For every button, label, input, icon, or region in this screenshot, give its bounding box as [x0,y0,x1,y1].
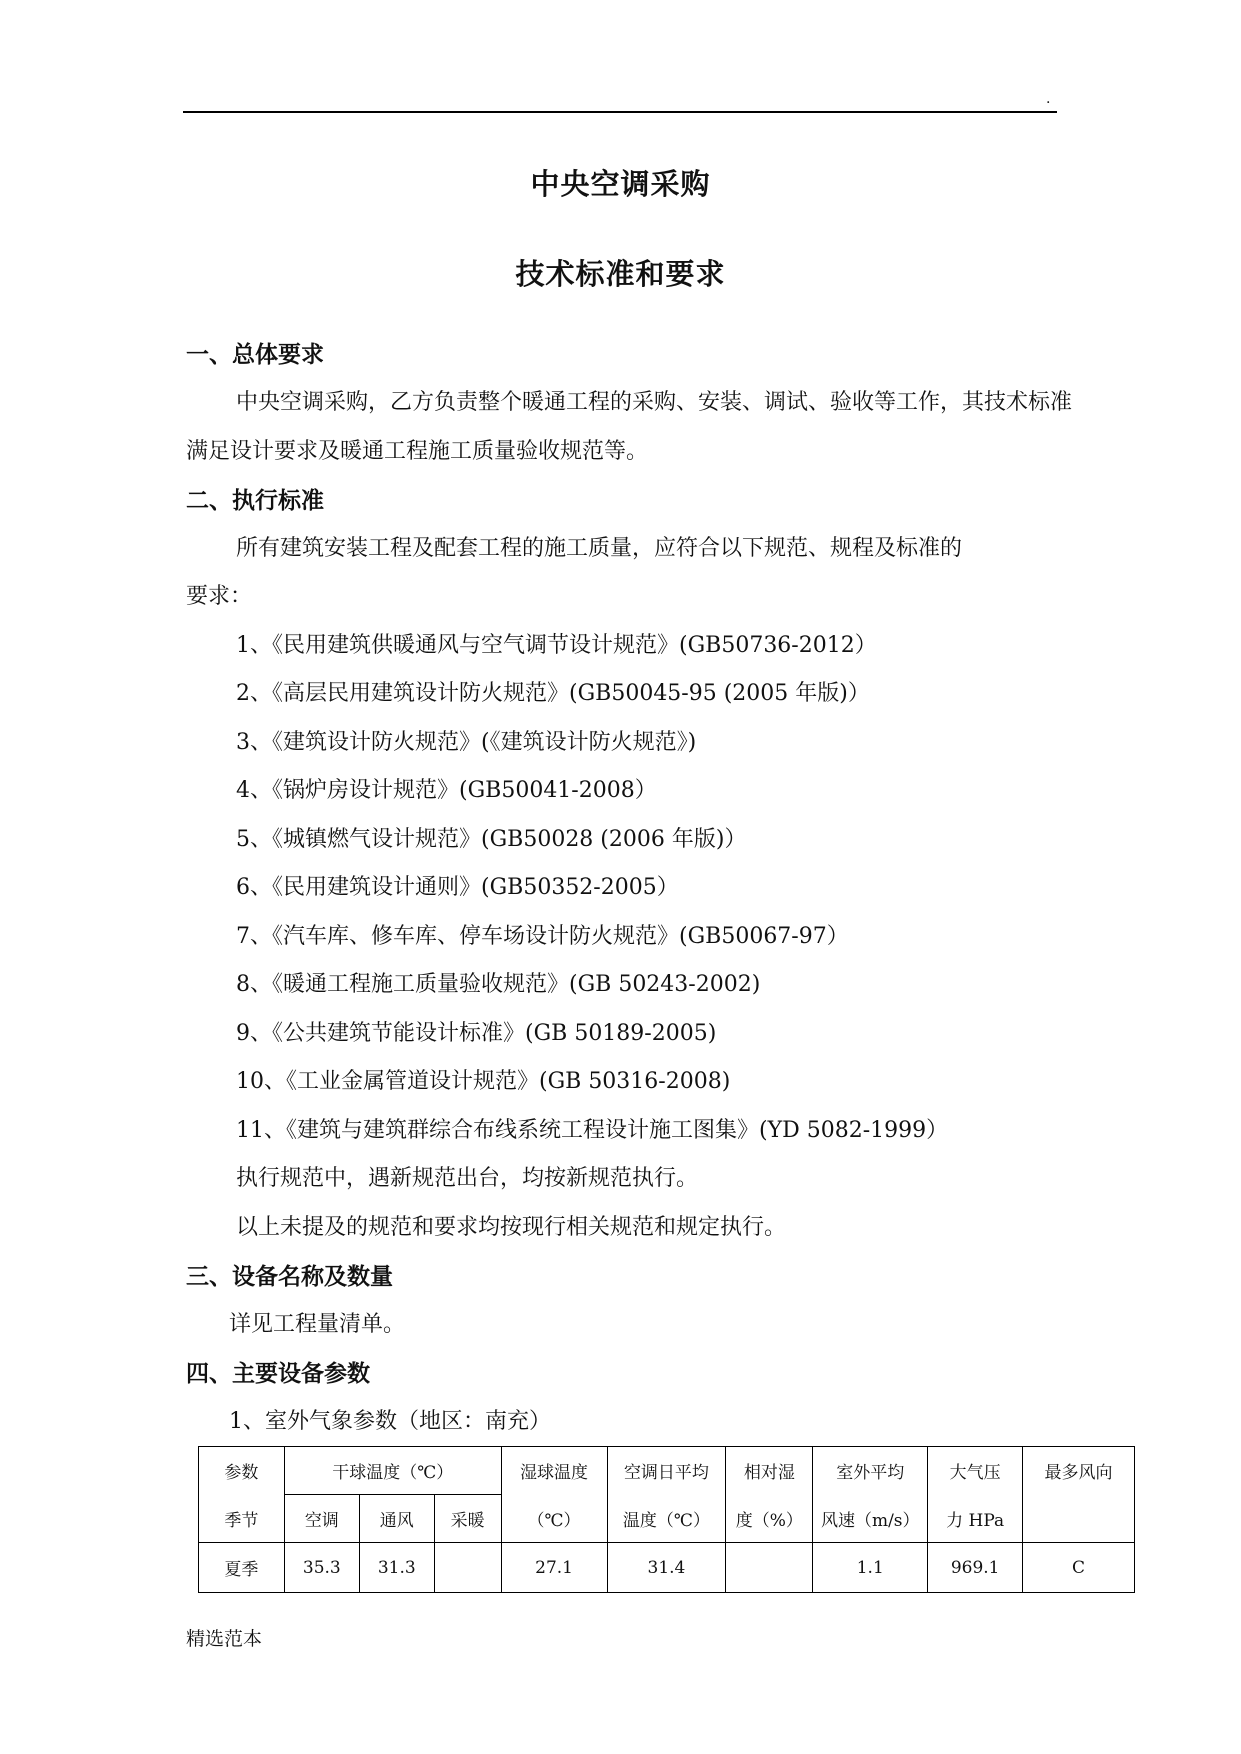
standard-item: 5、《城镇燃气设计规范》(GB50028 (2006 年版)） [236,827,747,852]
standard-item: 8、《暖通工程施工质量验收规范》(GB 50243-2002) [236,972,761,997]
section1-heading: 一、总体要求 [186,342,324,368]
header-pressure-unit: 力 HPa [928,1495,1023,1543]
cell-wet-bulb: 27.1 [501,1543,607,1593]
cell-heat [434,1543,501,1593]
section4-subheading: 1、室外气象参数（地区：南充） [229,1409,551,1434]
header-rule [183,111,1057,113]
cell-season: 夏季 [199,1543,285,1593]
header-dry-bulb: 干球温度（℃） [284,1447,501,1495]
header-humidity-unit: 度（%） [726,1495,813,1543]
cell-wind-speed: 1.1 [813,1543,928,1593]
standard-item: 9、《公共建筑节能设计标准》(GB 50189-2005) [236,1021,717,1046]
footer-text: 精选范本 [186,1628,263,1650]
standard-item: 4、《锅炉房设计规范》(GB50041-2008） [236,778,657,803]
cell-ac: 35.3 [284,1543,359,1593]
weather-parameter-table [198,1446,1135,1593]
header-ac: 空调 [284,1495,359,1543]
table-row [199,1543,1135,1593]
header-wet-bulb-unit: （℃） [501,1495,607,1543]
standard-item: 10、《工业金属管道设计规范》(GB 50316-2008) [236,1069,731,1094]
cell-vent: 31.3 [359,1543,434,1593]
section1-para-line1: 中央空调采购，乙方负责整个暖通工程的采购、安装、调试、验收等工作，其技术标准 [236,390,1073,415]
header-pressure: 大气压 [928,1447,1023,1495]
header-wet-bulb: 湿球温度 [501,1447,607,1495]
cell-pressure: 969.1 [928,1543,1023,1593]
header-param: 参数 [199,1447,285,1495]
cell-humidity [726,1543,813,1593]
header-mark: . [1046,91,1051,107]
header-vent: 通风 [359,1495,434,1543]
cell-daily-avg: 31.4 [607,1543,726,1593]
standard-item: 11、《建筑与建筑群综合布线系统工程设计施工图集》(YD 5082-1999） [236,1118,949,1143]
document-title: 中央空调采购 [530,167,711,201]
header-daily-avg: 空调日平均 [607,1447,726,1495]
cell-wind-direction: C [1023,1543,1135,1593]
standard-item: 2、《高层民用建筑设计防火规范》(GB50045-95 (2005 年版)） [236,681,870,706]
section4-heading: 四、主要设备参数 [186,1361,370,1387]
section2-note1: 执行规范中，遇新规范出台，均按新规范执行。 [236,1166,699,1191]
section2-note2: 以上未提及的规范和要求均按现行相关规范和规定执行。 [236,1215,787,1240]
section1-para-line2: 满足设计要求及暖通工程施工质量验收规范等。 [186,439,649,464]
section2-intro-line1: 所有建筑安装工程及配套工程的施工质量，应符合以下规范、规程及标准的 [236,536,963,561]
header-humidity: 相对湿 [726,1447,813,1495]
standard-item: 3、《建筑设计防火规范》(《建筑设计防火规范》) [236,730,697,755]
section3-heading: 三、设备名称及数量 [186,1264,393,1290]
header-heat: 采暖 [434,1495,501,1543]
header-wind-direction: 最多风向 [1023,1447,1135,1495]
standard-item: 7、《汽车库、修车库、停车场设计防火规范》(GB50067-97） [236,924,849,949]
header-wind-speed: 室外平均 [813,1447,928,1495]
section2-heading: 二、执行标准 [186,488,324,514]
standard-item: 6、《民用建筑设计通则》(GB50352-2005） [236,875,679,900]
document-subtitle: 技术标准和要求 [515,257,726,291]
header-season: 季节 [199,1495,285,1543]
header-wind-speed-unit: 风速（m/s） [813,1495,928,1543]
standard-item: 1、《民用建筑供暖通风与空气调节设计规范》(GB50736-2012） [236,633,877,658]
header-wind-direction-blank [1023,1495,1135,1543]
header-daily-avg-unit: 温度（℃） [607,1495,726,1543]
section2-intro-line2: 要求： [186,584,253,609]
section3-para: 详见工程量清单。 [229,1312,406,1337]
